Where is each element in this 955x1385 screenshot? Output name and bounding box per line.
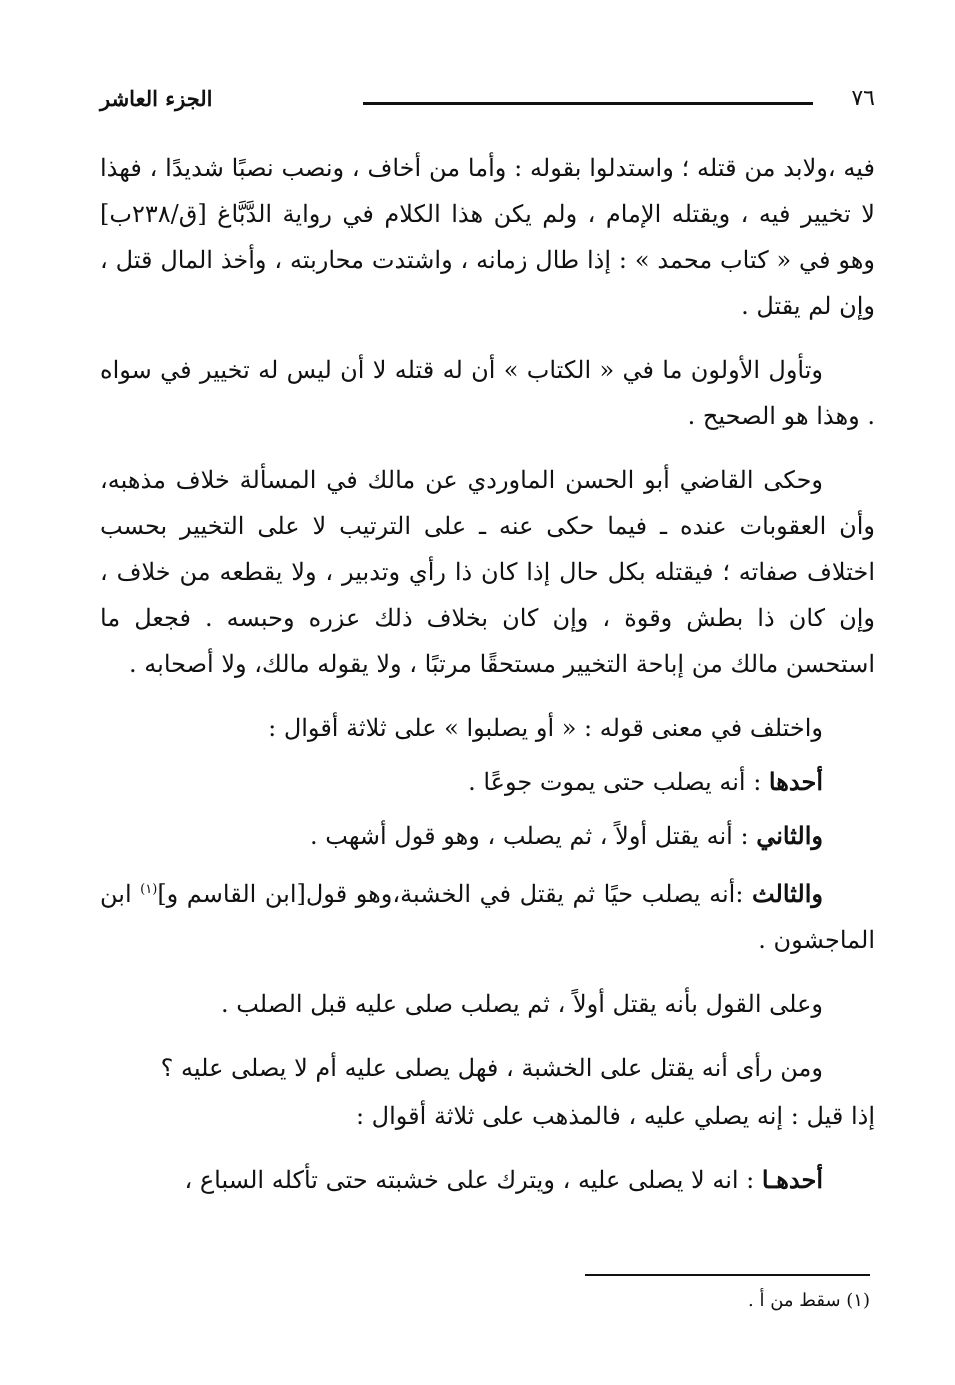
list-item: والثاني : أنه يقتل أولاً ، ثم يصلب ، وهو قول أشهب . <box>310 821 823 850</box>
page-header <box>100 86 875 116</box>
item-lead: والثالث <box>751 879 823 908</box>
list-item: والثالث :أنه يصلب حيًا ثم يقتل في الخشبة،وهو قول[ابن القاسم و]$^{(١)}$ ابن الماجشون . <box>100 879 875 954</box>
item-lead: أحدهـا <box>761 1165 823 1194</box>
paragraph: ومن رأى أنه يقتل على الخشبة ، فهل يصلى عليه أم لا يصلى عليه ؟ <box>160 1054 823 1082</box>
paragraph: وحكى القاضي أبو الحسن الماوردي عن مالك في المسألة خلاف مذهبه، وأن العقوبات عنده ـ فيما حكى عنه ـ على الترتيب لا على التخيير بحسب اختلاف صفاته ؛ فيقتله بكل حال إذا كان ذا رأي وتدبير ، ولا يقطعه من خلاف ، وإن كان ذا بطش وقوة ، وإن كان بخلاف ذلك عزره وحبسه . فجعل ما استحسن مالك من إباحة التخيير مستحقًا مرتبًا ، ولا يقوله مالك، ولا أصحابه . <box>100 466 876 678</box>
header-rule <box>363 102 813 105</box>
paragraph: فيه ،ولابد من قتله ؛ واستدلوا بقوله : وأما من أخاف ، ونصب نصبًا شديدًا ، فهذا لا تخيير فيه ، ويقتله الإمام ، ولم يكن هذا الكلام في رواية الدَّبَّاغ [ق/٢٣٨ب] وهو في « كتاب محمد » : إذا طال زمانه ، واشتدت محاربته ، وأخذ المال قتل ، وإن لم يقتل . <box>100 154 875 320</box>
body-text <box>100 145 875 1221</box>
footnote-marker: (١) <box>140 882 158 897</box>
paragraph: وعلى القول بأنه يقتل أولاً ، ثم يصلب صلى عليه قبل الصلب . <box>220 990 823 1018</box>
paragraph: وتأول الأولون ما في « الكتاب » أن له قتله لا أن ليس له تخيير في سواه . وهذا هو الصحيح . <box>100 356 875 430</box>
item-lead: والثاني <box>756 821 823 850</box>
item-lead: أحدها <box>768 767 823 796</box>
running-title: الجزء العاشر <box>100 86 213 111</box>
footnote: (١) سقط من أ . <box>748 1290 870 1311</box>
paragraph: واختلف في معنى قوله : « أو يصلبوا » على ثلاثة أقوال : <box>268 714 823 742</box>
list-item: أحدهـا : انه لا يصلى عليه ، ويترك على خشبته حتى تأكله السباع ، <box>184 1165 823 1194</box>
page-number: ٧٦ <box>851 86 875 111</box>
paragraph: إذا قيل : إنه يصلي عليه ، فالمذهب على ثلاثة أقوال : <box>355 1102 875 1130</box>
footnote-rule <box>585 1274 870 1276</box>
list-item: أحدها : أنه يصلب حتى يموت جوعًا . <box>468 767 823 796</box>
